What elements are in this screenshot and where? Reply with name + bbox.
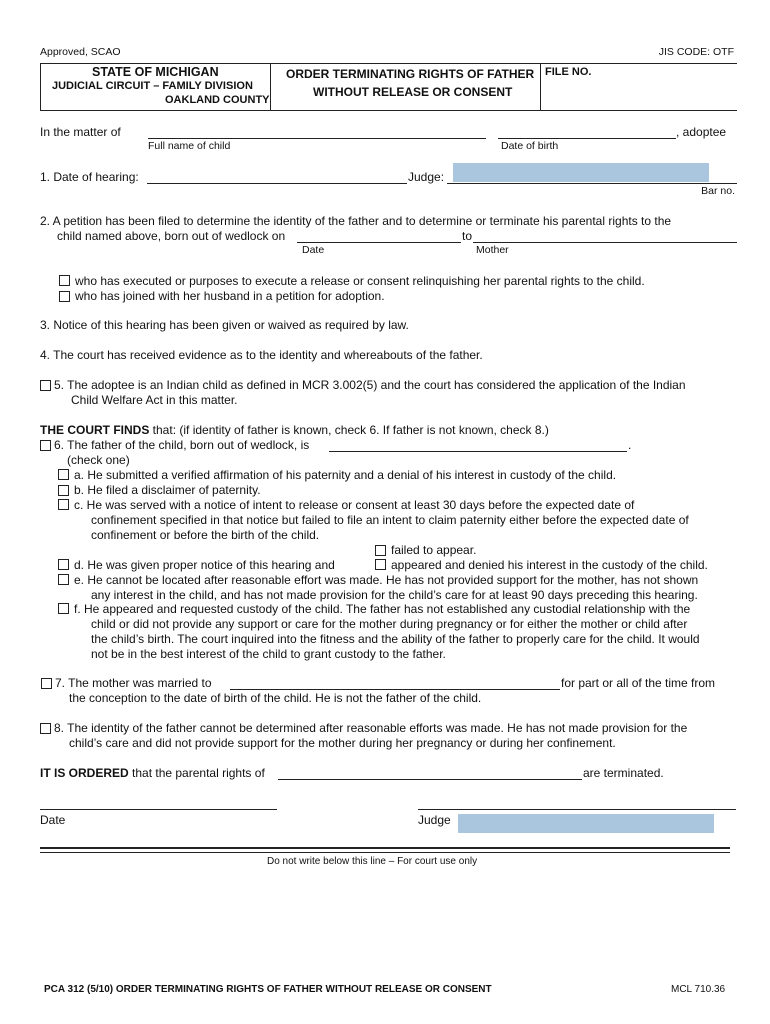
item5-line2: Child Welfare Act in this matter. (71, 393, 238, 407)
form-title-line2: WITHOUT RELEASE OR CONSENT (313, 85, 513, 99)
judge-input[interactable] (453, 163, 709, 182)
header-divider-1 (270, 63, 271, 110)
bar-no-caption: Bar no. (701, 185, 735, 197)
adoptee-label: , adoptee (676, 125, 727, 139)
court-finds-lead (40, 423, 549, 438)
item7-tail: for part or all of the time from (561, 676, 716, 690)
finding-f-line1: f. He appeared and requested custody of the child. The father has not established any custodial relationship with the (74, 602, 691, 616)
signature-date-field[interactable] (40, 809, 277, 810)
mcl-reference: MCL 710.36 (671, 984, 726, 995)
child-dob-field[interactable] (498, 138, 676, 139)
item2-to: to (462, 229, 473, 243)
item8-checkbox[interactable] (40, 723, 51, 734)
county-name: OAKLAND COUNTY (165, 94, 270, 106)
married-to-field[interactable] (230, 689, 560, 690)
court-name: JUDICIAL CIRCUIT – FAMILY DIVISION (52, 80, 253, 92)
child-name-field[interactable] (148, 138, 486, 139)
finding-c-line2: confinement specified in that notice but failed to file an intent to claim paternity either before the expected date of (91, 513, 689, 527)
wedlock-date-field[interactable] (297, 242, 461, 243)
item6-checkbox[interactable] (40, 440, 51, 451)
item2-option-a: who has executed or purposes to execute a release or consent relinquishing her parental rights to the child. (75, 274, 645, 288)
mother-caption: Mother (476, 244, 509, 256)
terminated-party-field[interactable] (278, 779, 582, 780)
header-left-border (40, 63, 41, 110)
header-top-rule (40, 63, 737, 64)
judge-signature-input[interactable] (458, 814, 714, 833)
finding-b-checkbox[interactable] (58, 485, 69, 496)
finding-f-line2: child or did not provide any support or care for the mother during pregnancy or for either the mother or child after (91, 617, 688, 631)
item5-line1: 5. The adoptee is an Indian child as defined in MCR 3.002(5) and the court has considered the application of the Indian (54, 378, 686, 392)
form-id: PCA 312 (5/10) ORDER TERMINATING RIGHTS OF FATHER WITHOUT RELEASE OR CONSENT (44, 984, 492, 995)
finding-d-text: d. He was given proper notice of this hearing and (74, 558, 335, 572)
hearing-date-field[interactable] (147, 183, 407, 184)
finding-a-text: a. He submitted a verified affirmation of his paternity and a denial of his interest in custody of the child. (74, 468, 617, 482)
release-consent-checkbox[interactable] (59, 275, 70, 286)
court-use-note: Do not write below this line – For court use only (267, 856, 478, 867)
item3-text: 3. Notice of this hearing has been given or waived as required by law. (40, 318, 409, 332)
finding-c-checkbox[interactable] (58, 499, 69, 510)
item8-line1: 8. The identity of the father cannot be determined after reasonable efforts was made. He has not made provision for the (54, 721, 688, 735)
finding-f-line4: not be in the best interest of the child to grant custody to the father. (91, 647, 446, 661)
order-rest: that the parental rights of (128, 766, 265, 780)
failed-to-appear-text: failed to appear. (391, 543, 477, 557)
date-caption: Date (302, 244, 325, 256)
hearing-date-label: 1. Date of hearing: (40, 170, 139, 184)
item8-line2: child’s care and did not provide support for the mother during her pregnancy or during her confinement. (69, 736, 616, 750)
court-use-rule-1 (40, 847, 730, 849)
signature-date-label: Date (40, 813, 66, 827)
item6-text: 6. The father of the child, born out of wedlock, is (54, 438, 310, 452)
check-one-label: (check one) (67, 453, 130, 467)
joined-husband-checkbox[interactable] (59, 291, 70, 302)
judge-underline (447, 183, 737, 184)
header-divider-2 (540, 63, 541, 110)
item7-checkbox[interactable] (41, 678, 52, 689)
file-no-label: FILE NO. (545, 66, 592, 78)
finding-e-line2: any interest in the child, and has not made provision for the child’s care for at least 90 days preceding this hearing. (91, 588, 698, 602)
signature-judge-label: Judge (418, 813, 451, 827)
item7-line2: the conception to the date of birth of the child. He is not the father of the child. (69, 691, 482, 705)
dob-caption: Date of birth (501, 140, 559, 152)
order-lead (40, 766, 265, 781)
item5-checkbox[interactable] (40, 380, 51, 391)
full-name-caption: Full name of child (148, 140, 231, 152)
item2-line2: child named above, born out of wedlock on (57, 229, 286, 243)
finding-e-line1: e. He cannot be located after reasonable effort was made. He has not provided support for the mother, has not shown (74, 573, 699, 587)
mother-name-field[interactable] (473, 242, 737, 243)
jis-code: JIS CODE: OTF (658, 46, 734, 58)
finding-c-line1: c. He was served with a notice of intent to release or consent at least 30 days before the expected date of (74, 498, 635, 512)
failed-to-appear-checkbox[interactable] (375, 545, 386, 556)
appeared-denied-text: appeared and denied his interest in the custody of the child. (391, 558, 708, 572)
approved-label: Approved, SCAO (40, 46, 121, 58)
finding-a-checkbox[interactable] (58, 469, 69, 480)
appeared-denied-checkbox[interactable] (375, 559, 386, 570)
finding-f-checkbox[interactable] (58, 603, 69, 614)
court-use-rule-2 (40, 852, 730, 853)
finding-c-line3: confinement or before the birth of the child. (91, 528, 320, 542)
judge-signature-line (418, 809, 736, 810)
state-name: STATE OF MICHIGAN (92, 65, 219, 79)
item2-line1: 2. A petition has been filed to determine the identity of the father and to determine or terminate his parental rights to the (40, 214, 672, 228)
finding-b-text: b. He filed a disclaimer of paternity. (74, 483, 261, 497)
item4-text: 4. The court has received evidence as to the identity and whereabouts of the father. (40, 348, 483, 362)
order-tail: are terminated. (583, 766, 664, 780)
judge-label: Judge: (408, 170, 445, 184)
item6-period: . (628, 438, 632, 452)
court-finds-rest: that: (if identity of father is known, check 6. If father is not known, check 8.) (149, 423, 549, 437)
father-name-field[interactable] (329, 451, 627, 452)
item7-line1: 7. The mother was married to (55, 676, 212, 690)
finding-f-line3: the child’s birth. The court inquired into the fitness and the ability of the father to properly care for the child. It would (91, 632, 700, 646)
finding-d-checkbox[interactable] (58, 559, 69, 570)
court-finds-bold: THE COURT FINDS (40, 423, 150, 437)
form-title-line1: ORDER TERMINATING RIGHTS OF FATHER (286, 67, 535, 81)
order-bold: IT IS ORDERED (40, 766, 129, 780)
header-bottom-rule (40, 110, 737, 111)
matter-label: In the matter of (40, 125, 121, 139)
item2-option-b: who has joined with her husband in a petition for adoption. (75, 289, 385, 303)
finding-e-checkbox[interactable] (58, 574, 69, 585)
